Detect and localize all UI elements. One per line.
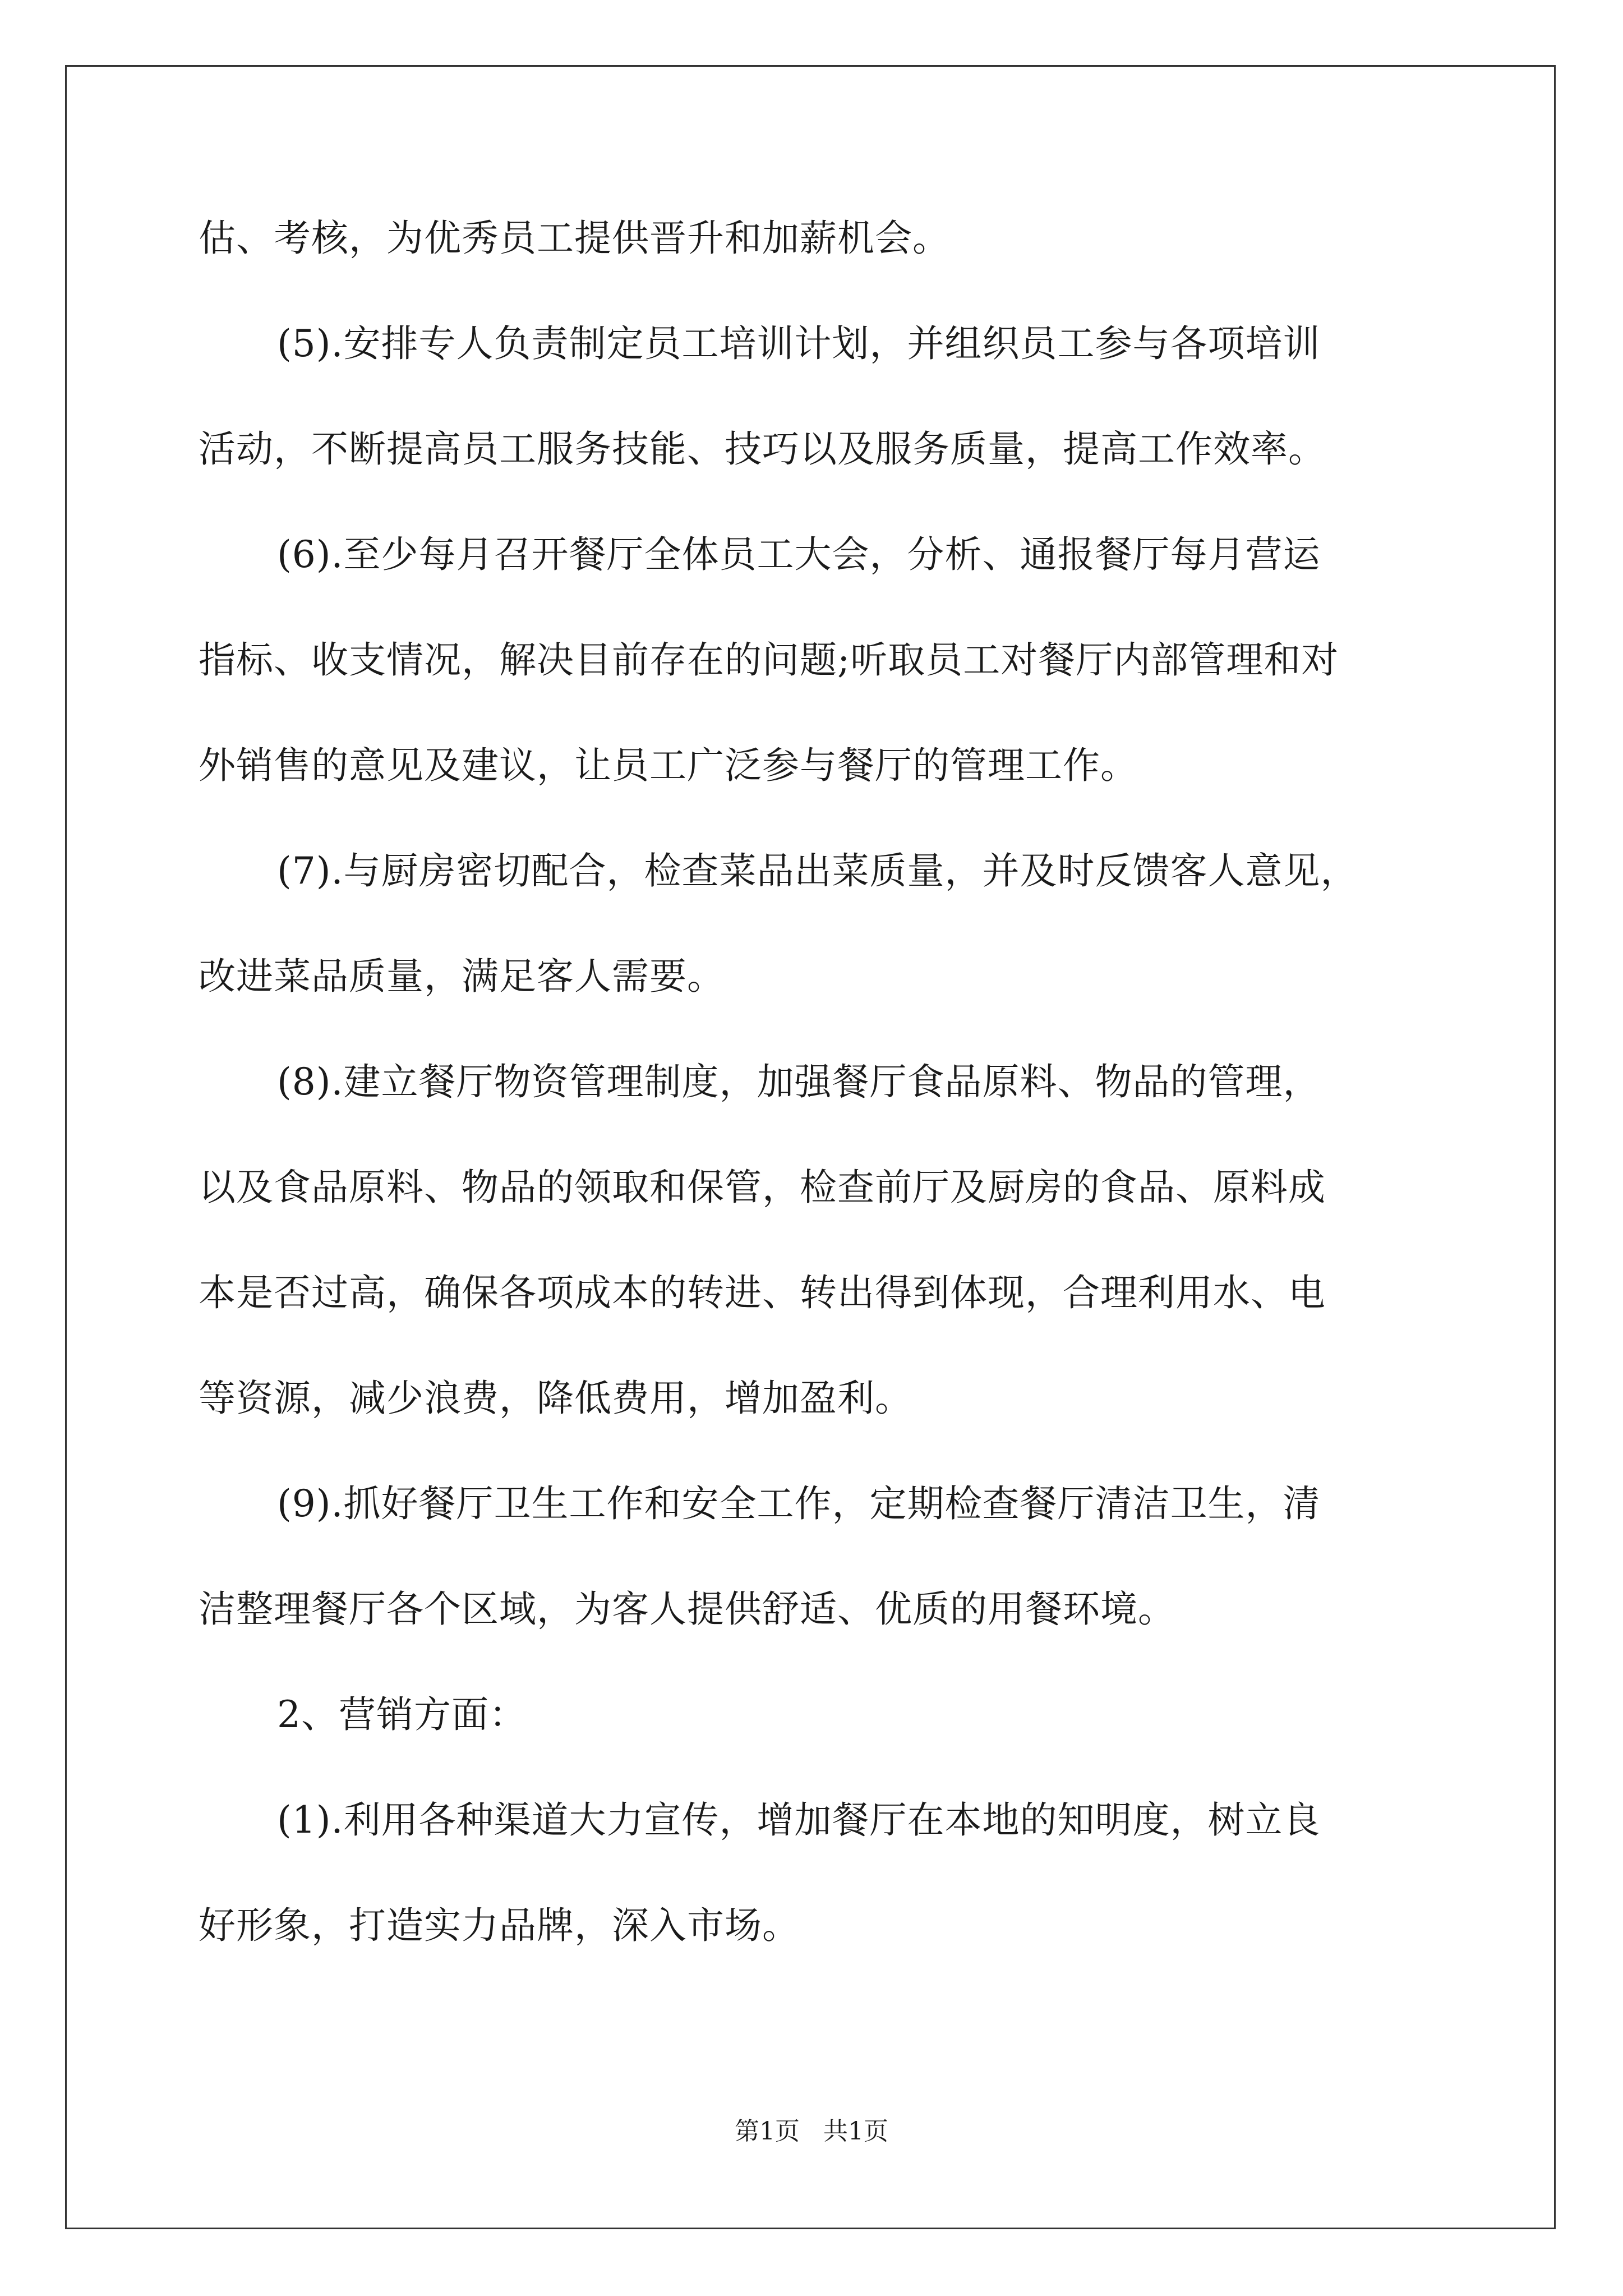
text-line: 指标、收支情况，解决目前存在的问题;听取员工对餐厅内部管理和对 <box>199 638 1339 682</box>
page-number: 第1页 共1页 <box>735 2117 888 2146</box>
section-heading: 2、营销方面： <box>277 1693 527 1736</box>
text-line: (1).利用各种渠道大力宣传，增加餐厅在本地的知明度，树立良 <box>277 1798 1321 1842</box>
text-line: 洁整理餐厅各个区域，为客人提供舒适、优质的用餐环境。 <box>199 1588 1175 1631</box>
text-line: 改进菜品质量，满足客人需要。 <box>199 955 725 998</box>
text-line: (7).与厨房密切配合，检查菜品出菜质量，并及时反馈客人意见， <box>277 849 1358 892</box>
text-line: (5).安排专人负责制定员工培训计划，并组织员工参与各项培训 <box>277 322 1321 365</box>
text-line: (8).建立餐厅物资管理制度，加强餐厅食品原料、物品的管理， <box>277 1060 1321 1103</box>
text-line: 外销售的意见及建议，让员工广泛参与餐厅的管理工作。 <box>199 744 1138 787</box>
text-line: 估、考核，为优秀员工提供晋升和加薪机会。 <box>199 217 950 260</box>
text-line: 等资源，减少浪费，降低费用，增加盈利。 <box>199 1377 912 1420</box>
text-line: (9).抓好餐厅卫生工作和安全工作，定期检查餐厅清洁卫生，清 <box>277 1482 1321 1525</box>
text-line: 好形象，打造实力品牌，深入市场。 <box>199 1904 800 1947</box>
text-line: (6).至少每月召开餐厅全体员工大会，分析、通报餐厅每月营运 <box>277 533 1321 576</box>
text-line: 以及食品原料、物品的领取和保管，检查前厅及厨房的食品、原料成 <box>199 1166 1326 1209</box>
text-line: 本是否过高，确保各项成本的转进、转出得到体现，合理利用水、电 <box>199 1271 1326 1314</box>
text-line: 活动，不断提高员工服务技能、技巧以及服务质量，提高工作效率。 <box>199 427 1326 471</box>
